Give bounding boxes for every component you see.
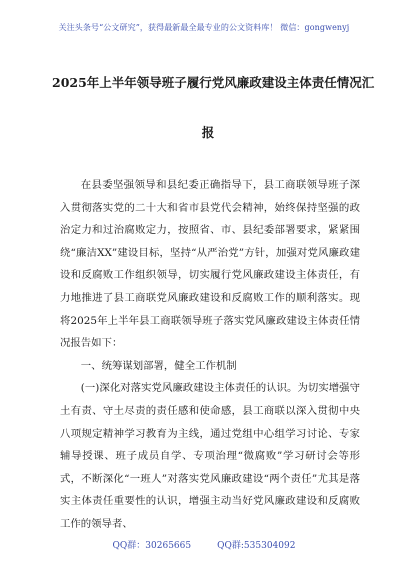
header-banner: 关注头条号“公文研究”，获得最新最全最专业的公文资料库！ 微信：gongwenyj [58,23,350,32]
qq-group-1: QQ群：30265665 [112,541,192,551]
intro-paragraph: 在县委坚强领导和县纪委正确指导下，县工商联领导班子深入贯彻落实党的二十大和省市县党代会精神，始终保持坚强的政治定力和过治腐败定力，按照省、市、县纪委部署要求，紧紧围绕“廉洁XX”建设目标，坚持“从严治党”方针，加强对党风廉政建设和反腐败工作组织领导，切实履行党风廉政建设主体责任，有力地推进了县工商联党风廉政建设和反腐败工作的顺利落实。现将2025年上半年县工商联领导班子落实党风廉政建设主体责任情况报告如下： [60,179,360,350]
section-heading: 一、统筹谋划部署，健全工作机制 [80,359,237,372]
qq-group-2: QQ群:535304092 [217,541,296,551]
document-title-line-2: 报 [201,125,215,140]
sub-paragraph: (一)深化对落实党风廉政建设主体责任的认识。为切实增强守土有责、守土尽责的责任感和使命感，县工商联以深入贯彻中央八项规定精神学习教育为主线，通过党组中心组学习讨论、专家辅导授课、班子成员自学、专项治理“微腐败”学习研讨会等形式，不断深化“一班人”对落实党风廉政建设“两个责任”尤其是落实主体责任重要性的认识，增强主动当好党风廉政建设和反腐败工作的领导者、 [60,382,360,530]
document-title-line-1: 2025年上半年领导班子履行党风廉政建设主体责任情况汇 [52,75,375,90]
document-body [60,174,360,536]
footer-contacts [0,538,408,551]
